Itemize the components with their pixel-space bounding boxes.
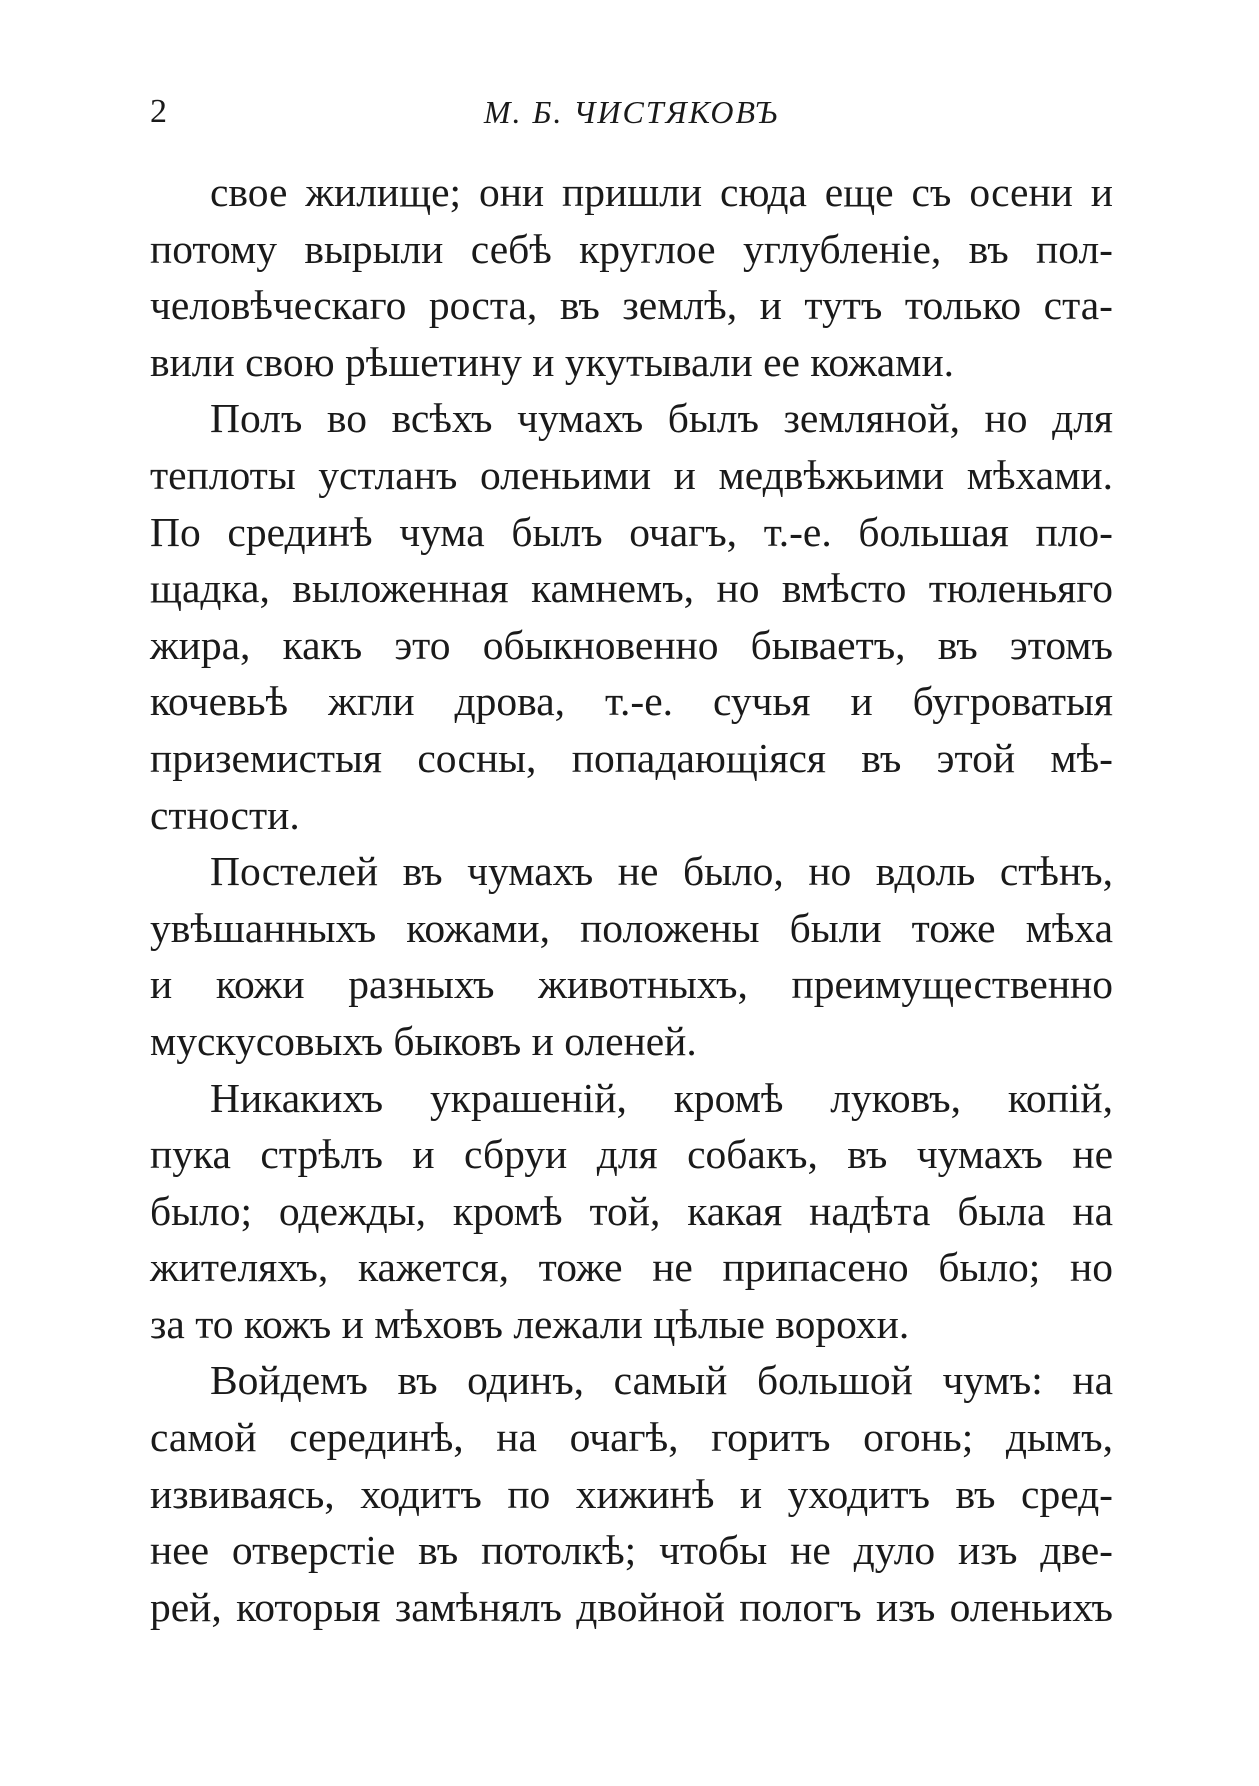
paragraph xyxy=(150,164,1113,390)
text-line: стности. xyxy=(150,791,300,838)
text-line: Полъ во всѣхъ чумахъ былъ земляной, но для xyxy=(210,395,1113,442)
text-line: нее отверстіе въ потолкѣ; чтобы не дуло изъ две- xyxy=(150,1527,1113,1574)
text-line: По срединѣ чума былъ очагъ, т.-е. большая пло- xyxy=(150,508,1113,555)
text-line: извиваясь, ходитъ по хижинѣ и уходитъ въ сред- xyxy=(150,1470,1113,1517)
paragraph xyxy=(150,1070,1113,1353)
paragraph xyxy=(150,390,1113,843)
running-head xyxy=(150,84,1113,140)
text-line: самой серединѣ, на очагѣ, горитъ огонь; дымъ, xyxy=(150,1414,1113,1461)
text-line: приземистыя сосны, попадающіяся въ этой мѣ- xyxy=(150,734,1113,781)
text-line: Постелей въ чумахъ не было, но вдоль стѣнъ, xyxy=(210,848,1113,895)
text-line: жителяхъ, кажется, тоже не припасено было; но xyxy=(150,1244,1113,1291)
text-line: за то кожъ и мѣховъ лежали цѣлые ворохи. xyxy=(150,1300,910,1347)
text-line: Войдемъ въ одинъ, самый большой чумъ: на xyxy=(210,1357,1113,1404)
text-line: и кожи разныхъ животныхъ, преимущественно xyxy=(150,961,1113,1008)
paragraph xyxy=(150,1352,1113,1635)
text-line: человѣческаго роста, въ землѣ, и тутъ только ста- xyxy=(150,282,1113,329)
book-page xyxy=(150,84,1113,1635)
body-text xyxy=(150,164,1113,1635)
text-line: пука стрѣлъ и сбруи для собакъ, въ чумахъ не xyxy=(150,1131,1113,1178)
text-line: щадка, выложенная камнемъ, но вмѣсто тюленьяго xyxy=(150,565,1113,612)
text-line: свое жилище; они пришли сюда еще съ осени и xyxy=(210,169,1113,215)
page-number: 2 xyxy=(150,93,167,130)
text-line: кочевьѣ жгли дрова, т.-е. сучья и бугроватыя xyxy=(150,678,1113,725)
text-line: было; одежды, кромѣ той, какая надѣта была на xyxy=(150,1187,1113,1234)
paragraph xyxy=(150,843,1113,1069)
text-line: потому вырыли себѣ круглое углубленіе, въ пол- xyxy=(150,225,1113,272)
text-line: жира, какъ это обыкновенно бываетъ, въ этомъ xyxy=(150,621,1113,668)
running-head-author: М. Б. ЧИСТЯКОВЪ xyxy=(483,94,780,130)
text-line: вили свою рѣшетину и укутывали ее кожами. xyxy=(150,338,955,385)
text-line: Никакихъ украшеній, кромѣ луковъ, копій, xyxy=(210,1074,1113,1121)
text-line: увѣшанныхъ кожами, положены были тоже мѣха xyxy=(150,904,1113,951)
text-line: рей, которыя замѣнялъ двойной пологъ изъ оленьихъ xyxy=(150,1583,1113,1630)
text-line: мускусовыхъ быковъ и оленей. xyxy=(150,1017,697,1064)
text-line: теплоты устланъ оленьими и медвѣжьими мѣхами. xyxy=(150,451,1113,498)
